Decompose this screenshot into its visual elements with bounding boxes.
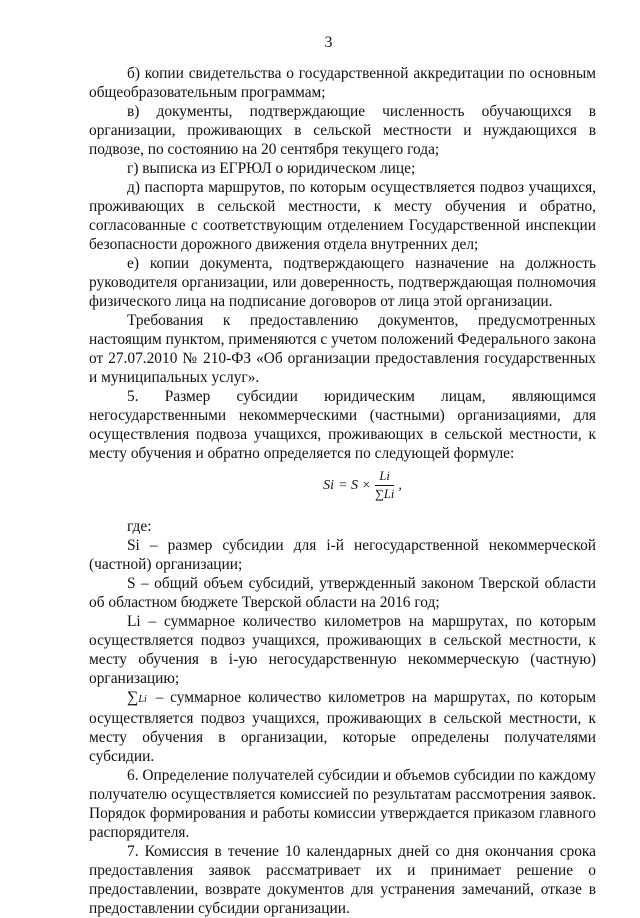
definition-sum-text: – суммарное количество километров на маршрутах, по которым осуществляется подвоз учащихся, проживающих в сельской местности, к месту обучения в организации, которые определены получателями субсидии. xyxy=(89,689,596,765)
paragraph-where: где: xyxy=(127,518,152,535)
formula-lhs: Si xyxy=(323,477,335,493)
formula-denominator: ∑Li xyxy=(374,487,395,501)
paragraph-requirements: Требования к предоставлению документов, предусмотренных настоящим пунктом, применяются с учетом положений Федерального закона от 27.07.2010 № 210-ФЗ «Об организации предоставления государственных и муниципальных услуг». xyxy=(89,312,596,386)
paragraph-7: 7. Комиссия в течение 10 календарных дней со дня окончания срока предоставления заявок рассматривает их и принимает решение о предоставлении, возврате документов для устранения замечаний, отказе в предоставлении субсидии организации. xyxy=(89,843,596,917)
formula-fraction xyxy=(375,469,394,502)
formula-equals: = S × xyxy=(338,477,371,493)
sum-symbol-icon: ∑Li xyxy=(127,689,147,706)
formula-tail: , xyxy=(398,477,402,493)
definition-si: Si – размер субсидии для i-й негосударственной некоммерческой (частной) организации; xyxy=(89,537,596,573)
paragraph-6: 6. Определение получателей субсидии и объемов субсидии по каждому получателю осуществляется комиссией по результатам рассмотрения заявок. Порядок формирования и работы комиссии утверждается приказом главного распорядителя. xyxy=(89,767,596,841)
paragraph-g: г) выписка из ЕГРЮЛ о юридическом лице; xyxy=(127,160,416,177)
definition-sum xyxy=(89,688,596,766)
definition-s: S – общий объем субсидий, утвержденный законом Тверской области об областном бюджете Тверской области на 2016 год; xyxy=(89,575,596,611)
paragraph-v: в) документы, подтверждающие численность обучающихся в организации, проживающих в сельской местности и нуждающихся в подвозе, по состоянию на 20 сентября текущего года; xyxy=(89,103,596,158)
paragraph-b: б) копии свидетельства о государственной аккредитации по основным общеобразовательным программам; xyxy=(89,65,596,101)
formula-numerator: Li xyxy=(375,469,393,486)
page-number: 3 xyxy=(324,34,333,51)
paragraph-e: е) копии документа, подтверждающего назначение на должность руководителя организации, или доверенность, подтверждающая полномочия физического лица на подписание договоров от лица этой организации. xyxy=(89,255,596,310)
definition-li: Li – суммарное количество километров на маршрутах, по которым осуществляется подвоз учащихся, проживающих в сельской местности, к месту обучения в i-ую негосударственную некоммерческую (частную) организацию; xyxy=(89,613,596,687)
paragraph-d: д) паспорта маршрутов, по которым осуществляется подвоз учащихся, проживающих в сельской местности, к месту обучения и обратно, согласованные с соответствующим отделением Государственной инспекции безопасности дорожного движения отдела внутренних дел; xyxy=(89,179,596,253)
paragraph-5: 5. Размер субсидии юридическим лицам, являющимся негосударственными некоммерческими (частными) организациями, для осуществления подвоза учащихся, проживающих в сельской местности, к месту обучения и обратно определяется по следующей формуле: xyxy=(89,388,596,462)
subsidy-formula xyxy=(89,469,596,513)
